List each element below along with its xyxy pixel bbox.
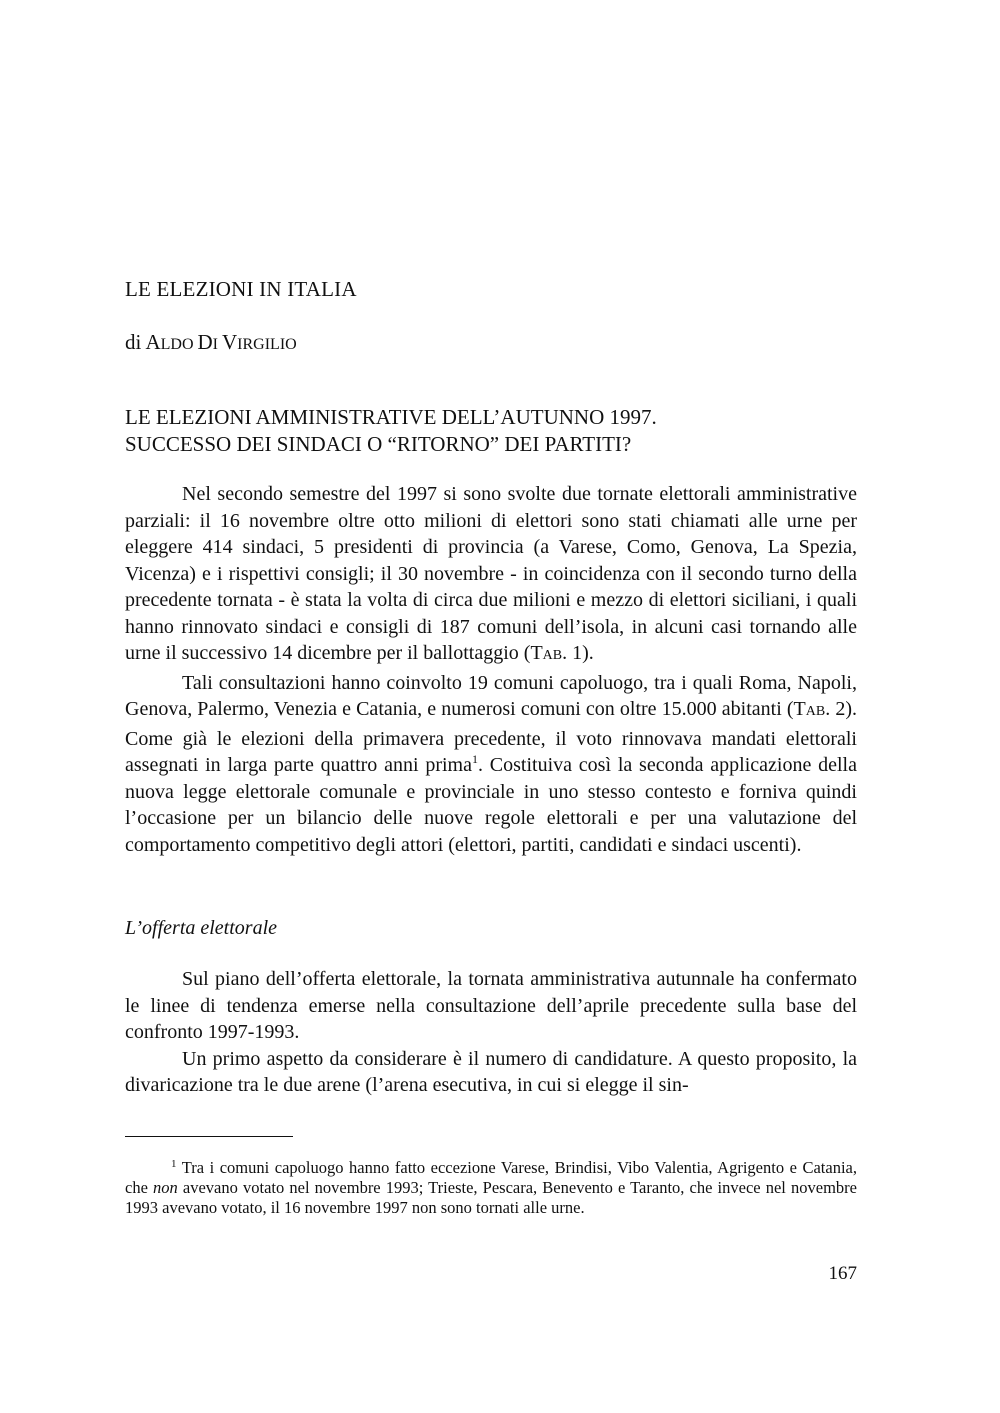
footnote-divider [125, 1136, 293, 1137]
table-ref-initial: T [793, 698, 806, 720]
footnote-number: 1 [171, 1158, 177, 1170]
paragraph-2 [125, 670, 857, 859]
footnote [125, 1158, 857, 1218]
footnote-text-b: avevano votato nel novembre 1993; Trieste, Pescara, Benevento e Taranto, che invece nel novembre 1993 avevano votato, il 16 novembre 1997 non sono tornati alle urne. [125, 1178, 857, 1217]
article-body-continued [125, 966, 857, 1099]
author-last-rest-2: IRGILIO [237, 336, 297, 353]
article-title-line-2: SUCCESSO DEI SINDACI O “RITORNO” DEI PARTITI? [125, 432, 632, 456]
footnote-emphasis: non [153, 1178, 178, 1197]
byline-prefix: di [125, 330, 146, 354]
author-last-rest-1: I [212, 336, 222, 353]
byline [125, 329, 297, 358]
author-last-initial-1: D [197, 330, 213, 354]
author-first-rest: LDO [160, 336, 198, 353]
table-ref-initial: T [530, 642, 543, 664]
table-ref-rest: AB [805, 704, 826, 719]
footnote-marker: 1 [471, 752, 478, 766]
paragraph-2-text-a: Tali consultazioni hanno coinvolto 19 comuni capoluogo, tra i quali Roma, Napoli, Genova, Palermo, Venezia e Catania, e numerosi comuni con oltre 15.000 abitanti ( [125, 671, 857, 720]
paragraph-1 [125, 481, 857, 670]
page-number: 167 [828, 1263, 857, 1284]
paragraph-1-text: Nel secondo semestre del 1997 si sono svolte due tornate elettorali amministrative parziali: il 16 novembre oltre otto milioni di elettori sono stati chiamati alle urne per eleggere 414 sindaci, 5 presidenti di provincia (a Varese, Como, Genova, La Spezia, Vicenza) e i rispettivi consigli; il 30 novembre - in coincidenza con il secondo turno della precedente tornata - è stata la volta di circa due milioni e mezzo di elettori siciliani, i quali hanno rinnovato sindaci e consigli di 187 comuni dell’isola, in alcuni casi tornando alle urne il successivo 14 dicembre per il ballottaggio ( [125, 483, 857, 664]
table-ref-number: . 1). [562, 642, 594, 664]
footnote-text-a: Tra i comuni capoluogo hanno fatto eccezione Varese, Brindisi, Vibo Valentia, Agrigento e Catania, che [125, 1158, 857, 1197]
article-body [125, 481, 857, 858]
subheading: L’offerta elettorale [125, 917, 278, 939]
table-ref-number: . 2). [825, 698, 857, 720]
article-title [125, 404, 865, 458]
footnote-1 [125, 1158, 857, 1218]
paragraph-3: Sul piano dell’offerta elettorale, la tornata amministrativa autunnale ha confermato le linee di tendenza emerse nella consultazione dell’aprile precedente sulla base del confronto 1997-1993. [125, 968, 857, 1043]
section-title: LE ELEZIONI IN ITALIA [125, 277, 357, 301]
article-title-line-1: LE ELEZIONI AMMINISTRATIVE DELL’AUTUNNO 1997. [125, 405, 657, 429]
table-ref-rest: AB [542, 648, 563, 663]
paragraph-2-text-c: . Costituiva così la seconda applicazione della nuova legge elettorale comunale e provinciale in uno stesso contesto e forniva quindi l’occasione per un bilancio delle nuove regole elettorali e per una valutazione del comportamento competitivo degli attori (elettori, partiti, candidati e sindaci uscenti). [125, 754, 857, 856]
paragraph-4: Un primo aspetto da considerare è il numero di candidature. A questo proposito, la divaricazione tra le due arene (l’arena esecutiva, in cui si elegge il sin- [125, 1047, 857, 1096]
paragraph-2-text-b: Come già le elezioni della primavera precedente, il voto rinnovava mandati elettorali assegnati in larga parte quattro anni prima [125, 727, 857, 776]
author-first-initial: A [145, 330, 161, 354]
author-last-initial-2: V [222, 330, 238, 354]
